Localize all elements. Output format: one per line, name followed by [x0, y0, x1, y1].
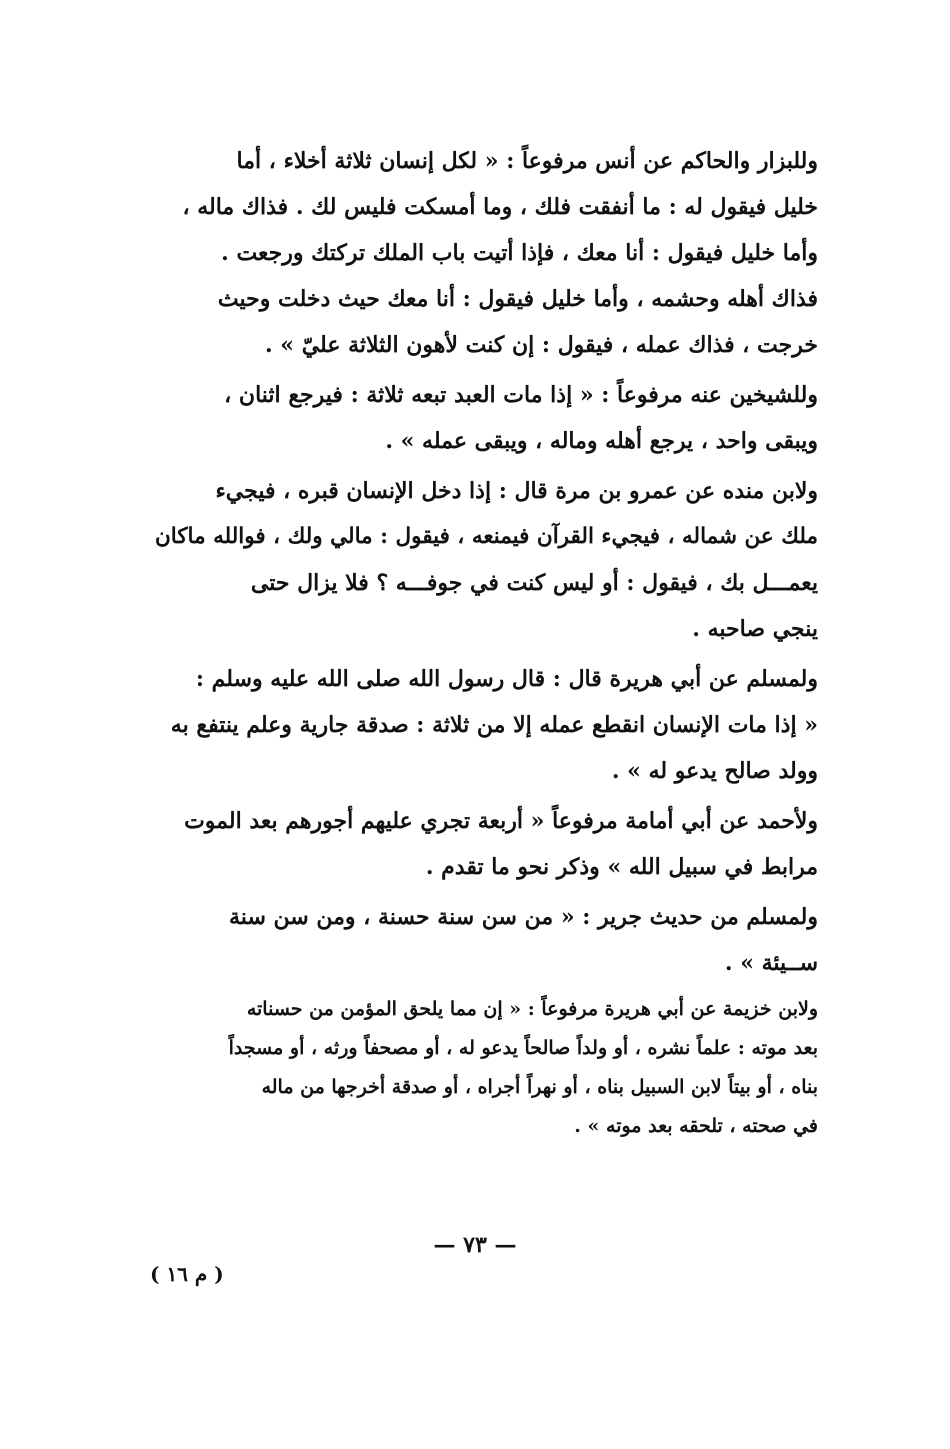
text-line: وأما خليل فيقول : أنا معك ، فإذا أتيت باب الملك تركتك ورجعت . — [221, 240, 818, 266]
page-number: — ٧٣ — — [433, 1232, 517, 1258]
text-line: يعمـــل بك ، فيقول : أو ليس كنت في جوفـــه ؟ فلا يزال حتى — [250, 570, 818, 596]
text-line: ينجي صاحبه . — [692, 616, 818, 642]
paragraph — [150, 990, 818, 1146]
text-line: خرجت ، فذاك عمله ، فيقول : إن كنت لأهون الثلاثة عليّ » . — [264, 332, 818, 358]
paragraph — [150, 138, 818, 368]
text-line: وللبزار والحاكم عن أنس مرفوعاً : « لكل إنسان ثلاثة أخلاء ، أما — [236, 148, 818, 174]
text-line: وللشيخين عنه مرفوعاً : « إذا مات العبد تبعه ثلاثة : فيرجع اثنان ، — [224, 382, 818, 408]
text-line: « إذا مات الإنسان انقطع عمله إلا من ثلاثة : صدقة جارية وعلم ينتفع به — [170, 712, 818, 738]
text-line: ويبقى واحد ، يرجع أهله وماله ، ويبقى عمله » . — [385, 428, 818, 454]
text-line: ولأحمد عن أبي أمامة مرفوعاً « أربعة تجري عليهم أجورهم بعد الموت — [184, 808, 818, 834]
paragraph — [150, 798, 818, 890]
text-line: وولد صالح يدعو له » . — [611, 758, 818, 784]
text-line: مرابط في سبيل الله » وذكر نحو ما تقدم . — [425, 854, 818, 880]
text-line: ولابن منده عن عمرو بن مرة قال : إذا دخل الإنسان قبره ، فيجيء — [215, 478, 818, 504]
main-text — [150, 138, 818, 1150]
printer-signature: ( م ١٦ ) — [150, 1262, 224, 1286]
paragraph — [150, 656, 818, 794]
text-line: بناه ، أو بيتاً لابن السبيل بناه ، أو نهراً أجراه ، أو صدقة أخرجها من ماله — [261, 1076, 818, 1098]
paragraph — [150, 894, 818, 986]
text-line: في صحته ، تلحقه بعد موته » . — [574, 1115, 818, 1137]
text-line: ملك عن شماله ، فيجيء القرآن فيمنعه ، فيقول : مالي ولك ، فوالله ماكان — [154, 524, 818, 549]
text-line: ســيئة » . — [724, 950, 818, 976]
text-line: خليل فيقول له : ما أنفقت فلك ، وما أمسكت فليس لك . فذاك ماله ، — [182, 194, 818, 220]
paragraph — [150, 468, 818, 652]
text-line: فذاك أهله وحشمه ، وأما خليل فيقول : أنا معك حيث دخلت وحيث — [217, 286, 818, 312]
text-line: ولمسلم من حديث جرير : « من سن سنة حسنة ، ومن سن سنة — [229, 904, 818, 930]
text-line: بعد موته : علماً نشره ، أو ولداً صالحاً يدعو له ، أو مصحفاً ورثه ، أو مسجداً — [228, 1037, 818, 1059]
text-line: ولابن خزيمة عن أبي هريرة مرفوعاً : « إن مما يلحق المؤمن من حسناته — [246, 998, 818, 1020]
text-line: ولمسلم عن أبي هريرة قال : قال رسول الله صلى الله عليه وسلم : — [195, 666, 818, 692]
paragraph — [150, 372, 818, 464]
